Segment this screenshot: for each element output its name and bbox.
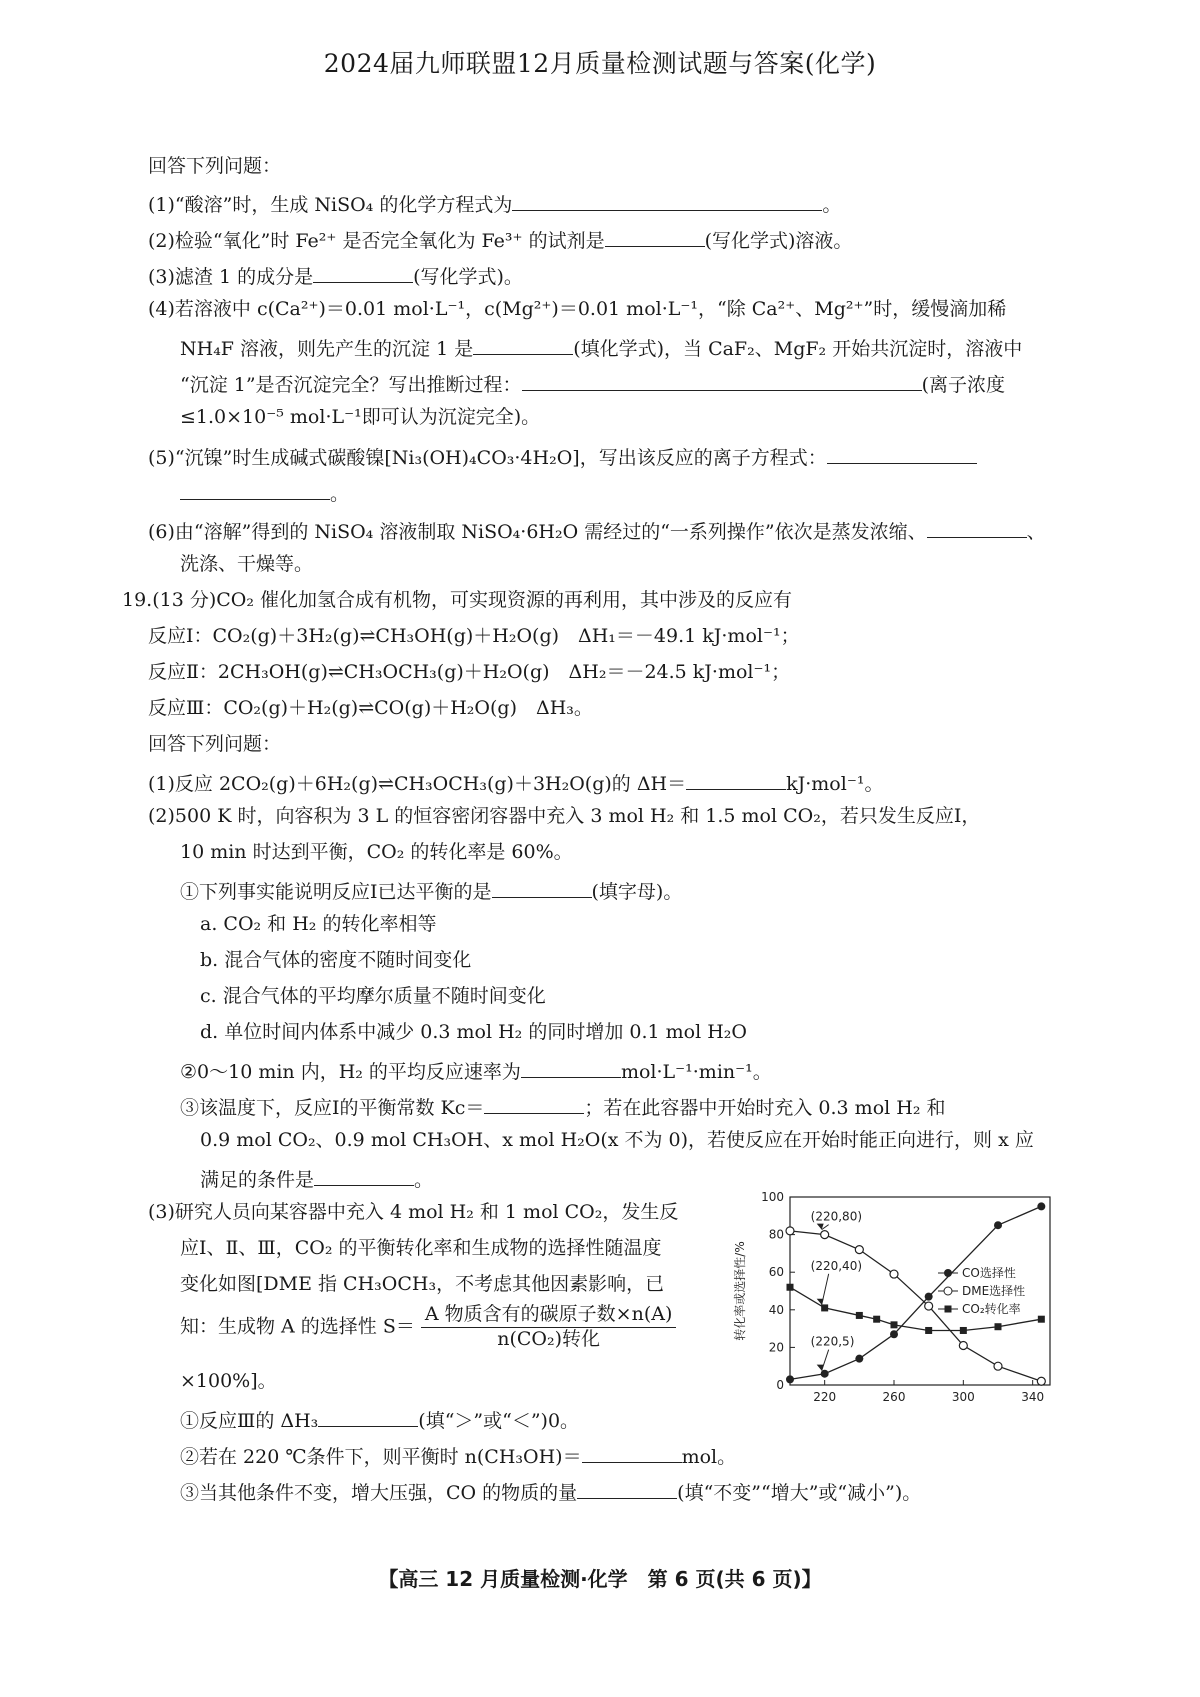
text-line	[180, 841, 573, 865]
line-text: ②若在 220 ℃条件下，则平衡时 n(CH₃OH)＝	[180, 1445, 582, 1468]
text-line	[148, 661, 790, 685]
annotation-label: (220,80)	[810, 1209, 863, 1224]
selectivity-chart	[720, 1185, 1060, 1425]
answer-blank[interactable]	[827, 443, 977, 464]
page-footer: 【高三 12 月质量检测·化学 第 6 页(共 6 页)】	[378, 1567, 822, 1591]
line-text-after: 、	[1026, 520, 1046, 543]
text-line	[148, 155, 281, 179]
data-point	[873, 1316, 880, 1323]
text-line	[148, 769, 883, 797]
text-line	[148, 625, 800, 649]
text-line	[180, 1093, 945, 1121]
line-text: (5)“沉镍”时生成碱式碳酸镍[Ni₃(OH)₄CO₃·4H₂O]，写出该反应的离子方程式：	[148, 446, 827, 469]
text-line	[180, 479, 349, 507]
line-text-after: (离子浓度	[921, 373, 1005, 396]
data-point	[925, 1293, 933, 1301]
data-point	[821, 1304, 828, 1311]
y-tick-label: 40	[768, 1302, 784, 1317]
annotation-label: (220,40)	[810, 1258, 863, 1273]
answer-blank[interactable]	[512, 190, 822, 211]
answer-blank[interactable]	[521, 1057, 621, 1078]
line-text: ②0～10 min 内，H₂ 的平均反应速率为	[180, 1060, 521, 1083]
answer-blank[interactable]	[318, 1406, 418, 1427]
formula-prefix: 知：生成物 A 的选择性 S＝	[180, 1315, 415, 1338]
line-text: 0.9 mol CO₂、0.9 mol CH₃OH、x mol H₂O(x 不为 0)，若使反应在开始时能正向进行，则 x 应	[200, 1129, 1034, 1151]
y-tick-label: 100	[761, 1190, 784, 1204]
answer-blank[interactable]	[484, 1093, 584, 1114]
selectivity-formula	[180, 1303, 676, 1352]
answer-blank[interactable]	[313, 262, 413, 283]
line-text-after: (写化学式)溶液。	[704, 229, 853, 252]
text-line	[148, 226, 852, 254]
text-line	[180, 406, 540, 430]
document-header: 2024届九师联盟12月质量检测试题与答案(化学)	[323, 49, 877, 78]
line-text: 反应Ⅰ：CO₂(g)＋3H₂(g)⇌CH₃OH(g)＋H₂O(g) ΔH₁＝－49.1 kJ·mol⁻¹；	[148, 625, 800, 647]
line-text-after: ；若在此容器中开始时充入 0.3 mol H₂ 和	[584, 1096, 946, 1119]
text-line	[148, 443, 977, 471]
text-line	[148, 298, 1006, 322]
line-text: c. 混合气体的平均摩尔质量不随时间变化	[200, 985, 546, 1007]
y-tick-label: 0	[776, 1378, 784, 1392]
line-text: 回答下列问题：	[148, 733, 282, 755]
text-line	[180, 1370, 277, 1394]
text-line	[122, 589, 792, 613]
text-line	[180, 553, 313, 577]
data-point	[959, 1342, 967, 1350]
text-line	[180, 1406, 579, 1434]
text-line	[200, 949, 471, 973]
formula-numerator: A 物质含有的碳原子数×n(A)	[421, 1303, 676, 1328]
answer-blank[interactable]	[180, 479, 330, 500]
line-text-after: 。	[822, 193, 842, 216]
line-text: 应Ⅰ、Ⅱ、Ⅲ，CO₂ 的平衡转化率和生成物的选择性随温度	[180, 1237, 662, 1259]
text-line	[180, 1057, 772, 1085]
line-text: (2)检验“氧化”时 Fe²⁺ 是否完全氧化为 Fe³⁺ 的试剂是	[148, 229, 605, 252]
data-point	[855, 1355, 863, 1363]
data-point	[1037, 1202, 1045, 1210]
line-text-after: (写化学式)。	[413, 265, 523, 288]
line-text: 反应Ⅲ：CO₂(g)＋H₂(g)⇌CO(g)＋H₂O(g) ΔH₃。	[148, 697, 593, 719]
text-line	[148, 805, 980, 829]
text-line	[148, 733, 281, 757]
text-line	[200, 1165, 433, 1193]
answer-blank[interactable]	[686, 769, 786, 790]
data-point	[994, 1221, 1002, 1229]
legend-marker	[944, 1269, 952, 1277]
line-text: 变化如图[DME 指 CH₃OCH₃，不考虑其他因素影响，已	[180, 1273, 665, 1295]
y-tick-label: 80	[768, 1227, 784, 1242]
line-text: d. 单位时间内体系中减少 0.3 mol H₂ 的同时增加 0.1 mol H₂O	[200, 1021, 747, 1043]
data-point	[925, 1327, 932, 1334]
data-point	[821, 1231, 829, 1239]
answer-blank[interactable]	[577, 1478, 677, 1499]
line-text: 满足的条件是	[200, 1168, 315, 1191]
line-text: “沉淀 1”是否沉淀完全？写出推断过程：	[180, 373, 522, 396]
line-text: NH₄F 溶液，则先产生的沉淀 1 是	[180, 337, 474, 360]
line-text-after: 。	[414, 1168, 434, 1191]
annotation-arrowhead	[817, 1365, 824, 1371]
line-text: 10 min 时达到平衡，CO₂ 的转化率是 60%。	[180, 841, 573, 863]
text-line	[180, 1478, 921, 1506]
y-axis-label: 转化率或选择性/%	[733, 1241, 747, 1341]
x-tick-label: 340	[1021, 1390, 1045, 1404]
answer-blank[interactable]	[522, 370, 922, 391]
text-line	[180, 1273, 664, 1297]
line-text-after: mol。	[681, 1445, 737, 1468]
text-line	[180, 1442, 736, 1470]
data-point	[995, 1323, 1002, 1330]
answer-blank[interactable]	[605, 226, 705, 247]
answer-blank[interactable]	[927, 517, 1027, 538]
text-line	[180, 334, 1022, 362]
formula-fraction	[421, 1303, 676, 1352]
legend-label: DME选择性	[962, 1284, 1026, 1298]
x-tick-label: 260	[882, 1390, 906, 1404]
text-line	[200, 1129, 1034, 1153]
formula-denominator: n(CO₂)转化	[497, 1327, 601, 1350]
line-text: ×100%]。	[180, 1370, 277, 1392]
text-line	[200, 1021, 747, 1045]
line-text: ①下列事实能说明反应Ⅰ已达平衡的是	[180, 880, 492, 903]
text-line	[148, 1201, 678, 1225]
answer-blank[interactable]	[473, 334, 573, 355]
line-text-after: 。	[330, 482, 350, 505]
line-text: ③当其他条件不变，增大压强，CO 的物质的量	[180, 1481, 578, 1504]
legend-marker	[944, 1287, 952, 1295]
answer-blank[interactable]	[492, 877, 592, 898]
text-line	[148, 697, 593, 721]
line-text: (4)若溶液中 c(Ca²⁺)＝0.01 mol·L⁻¹，c(Mg²⁺)＝0.01 mol·L⁻¹，“除 Ca²⁺、Mg²⁺”时，缓慢滴加稀	[148, 298, 1007, 320]
line-text: (3)滤渣 1 的成分是	[148, 265, 314, 288]
data-point	[1038, 1316, 1045, 1323]
data-point	[1037, 1377, 1045, 1385]
data-point	[821, 1370, 829, 1378]
answer-blank[interactable]	[582, 1442, 682, 1463]
y-tick-label: 60	[768, 1265, 784, 1280]
line-text: (1)“酸溶”时，生成 NiSO₄ 的化学方程式为	[148, 193, 513, 216]
data-point	[786, 1227, 794, 1235]
line-text: 回答下列问题：	[148, 155, 282, 177]
line-text: 反应Ⅱ：2CH₃OH(g)⇌CH₃OCH₃(g)＋H₂O(g) ΔH₂＝－24.5 kJ·mol⁻¹；	[148, 661, 791, 683]
y-tick-label: 20	[768, 1340, 784, 1355]
line-text: (2)500 K 时，向容积为 3 L 的恒容密闭容器中充入 3 mol H₂ 和 1.5 mol CO₂，若只发生反应Ⅰ，	[148, 805, 981, 827]
line-text: (3)研究人员向某容器中充入 4 mol H₂ 和 1 mol CO₂，发生反	[148, 1201, 679, 1223]
data-point	[925, 1302, 933, 1310]
line-text-after: (填字母)。	[591, 880, 683, 903]
answer-blank[interactable]	[314, 1165, 414, 1186]
data-point	[787, 1284, 794, 1291]
data-point	[891, 1321, 898, 1328]
text-line	[200, 913, 436, 937]
line-text-after: (填化学式)，当 CaF₂、MgF₂ 开始共沉淀时，溶液中	[573, 337, 1023, 360]
data-point	[994, 1362, 1002, 1370]
text-line	[180, 1237, 662, 1261]
line-text: 洗涤、干燥等。	[180, 553, 314, 575]
legend-label: CO₂转化率	[962, 1302, 1021, 1316]
data-point	[856, 1312, 863, 1319]
data-point	[890, 1270, 898, 1278]
line-text: ≤1.0×10⁻⁵ mol·L⁻¹即可认为沉淀完全)。	[180, 406, 541, 428]
annotation-label: (220,5)	[810, 1334, 855, 1349]
text-line	[148, 262, 523, 290]
text-line	[200, 985, 546, 1009]
legend-marker	[945, 1306, 952, 1313]
line-text-after: (填“＞”或“＜”)0。	[418, 1409, 580, 1432]
x-tick-label: 300	[951, 1390, 975, 1404]
text-line	[180, 877, 682, 905]
line-text: (1)反应 2CO₂(g)＋6H₂(g)⇌CH₃OCH₃(g)＋3H₂O(g)的 ΔH＝	[148, 772, 687, 795]
data-point	[855, 1246, 863, 1254]
text-line	[180, 370, 1005, 398]
line-text-after: mol·L⁻¹·min⁻¹。	[620, 1060, 772, 1083]
line-text: ③该温度下，反应Ⅰ的平衡常数 Kc＝	[180, 1096, 485, 1119]
line-text: b. 混合气体的密度不随时间变化	[200, 949, 472, 971]
line-text: a. CO₂ 和 H₂ 的转化率相等	[200, 913, 437, 935]
data-point	[960, 1327, 967, 1334]
line-text-after: (填“不变”“增大”或“减小”)。	[677, 1481, 922, 1504]
line-text: (6)由“溶解”得到的 NiSO₄ 溶液制取 NiSO₄·6H₂O 需经过的“一系列操作”依次是蒸发浓缩、	[148, 520, 927, 543]
legend-label: CO选择性	[962, 1266, 1016, 1280]
text-line	[148, 517, 1046, 545]
x-tick-label: 220	[813, 1390, 837, 1404]
text-line	[148, 190, 841, 218]
line-text: 19.(13 分)CO₂ 催化加氢合成有机物，可实现资源的再利用，其中涉及的反应有	[122, 589, 793, 611]
line-text-after: kJ·mol⁻¹。	[786, 772, 884, 795]
line-text: ①反应Ⅲ的 ΔH₃	[180, 1409, 319, 1432]
data-point	[890, 1330, 898, 1338]
data-point	[786, 1375, 794, 1383]
